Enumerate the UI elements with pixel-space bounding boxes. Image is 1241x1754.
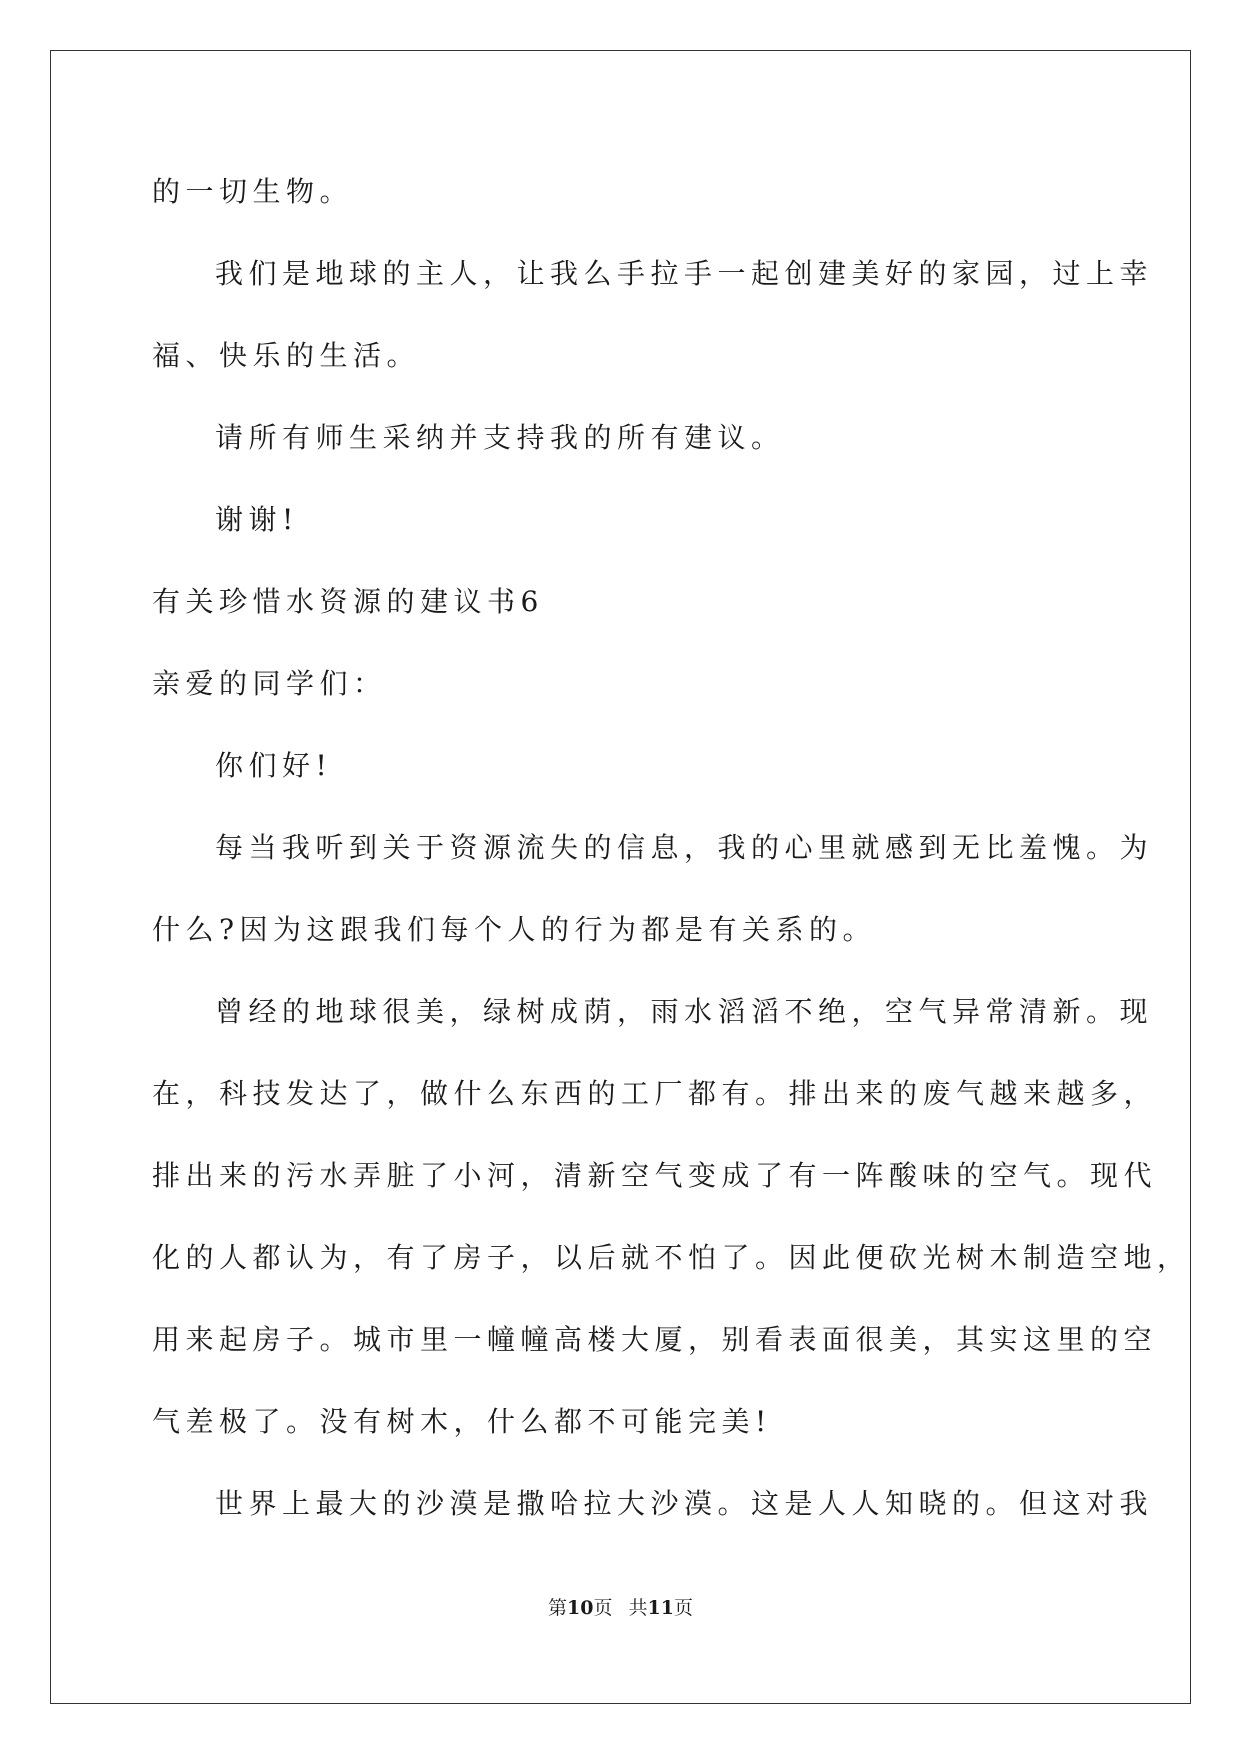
salutation: 亲爱的同学们：	[152, 667, 387, 700]
paragraph-line: 什么?因为这跟我们每个人的行为都是有关系的。	[152, 913, 877, 946]
page-border	[50, 50, 1191, 1704]
paragraph-line: 每当我听到关于资源流失的信息，我的心里就感到无比羞愧。为	[215, 831, 1154, 864]
paragraph-line: 福、快乐的生活。	[152, 339, 421, 372]
footer-prefix: 第	[548, 1597, 568, 1619]
paragraph-line: 用来起房子。城市里一幢幢高楼大厦，别看表面很美，其实这里的空	[152, 1323, 1158, 1356]
paragraph-line: 气差极了。没有树木，什么都不可能完美!	[152, 1405, 772, 1438]
current-page-number: 10	[567, 1597, 594, 1619]
page-footer	[0, 1596, 1241, 1620]
paragraph-line: 曾经的地球很美，绿树成荫，雨水滔滔不绝，空气异常清新。现	[215, 995, 1154, 1028]
paragraph-line: 你们好!	[215, 749, 333, 782]
paragraph-line: 的一切生物。	[152, 175, 354, 208]
section-heading: 有关珍惜水资源的建议书6	[152, 585, 544, 618]
paragraph-line: 排出来的污水弄脏了小河，清新空气变成了有一阵酸味的空气。现代	[152, 1159, 1158, 1192]
paragraph-line: 世界上最大的沙漠是撒哈拉大沙漠。这是人人知晓的。但这对我	[215, 1487, 1154, 1520]
paragraph-line: 请所有师生采纳并支持我的所有建议。	[215, 421, 785, 454]
paragraph-line: 在，科技发达了，做什么东西的工厂都有。排出来的废气越来越多，	[152, 1077, 1158, 1110]
footer-total-prefix: 共	[628, 1597, 648, 1619]
total-pages-number: 11	[647, 1597, 674, 1619]
paragraph-line: 谢谢!	[215, 503, 299, 536]
footer-total-suffix: 页	[673, 1597, 693, 1619]
paragraph-line: 我们是地球的主人，让我么手拉手一起创建美好的家园，过上幸	[215, 257, 1154, 290]
footer-page-word: 页	[593, 1597, 613, 1619]
paragraph-line: 化的人都认为，有了房子，以后就不怕了。因此便砍光树木制造空地，	[152, 1241, 1191, 1274]
